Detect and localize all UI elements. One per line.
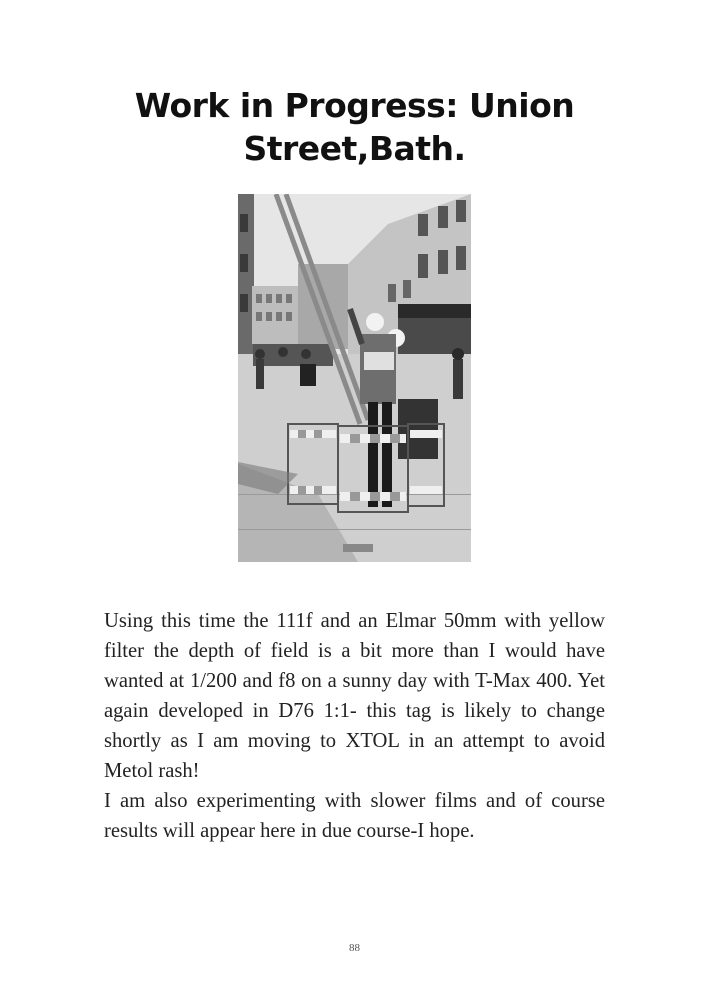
street-photograph bbox=[238, 194, 471, 562]
paragraph: Using this time the 111f and an Elmar 50mm with yellow filter the depth of field is a bit more than I would have wanted at 1/200 and f8 on a sunny day with T-Max 400. Yet again developed in D76 1:1- this tag is likely to change shortly as I am moving to XTOL in an attempt to avoid Metol rash! bbox=[104, 610, 605, 782]
body-text bbox=[104, 606, 605, 846]
page-title: Work in Progress: Union Street,Bath. bbox=[134, 86, 575, 168]
paragraph: I am also experimenting with slower films and of course results will appear here in due course-I hope. bbox=[104, 790, 605, 842]
photo-illustration bbox=[238, 194, 471, 562]
page-number: 88 bbox=[349, 942, 360, 954]
